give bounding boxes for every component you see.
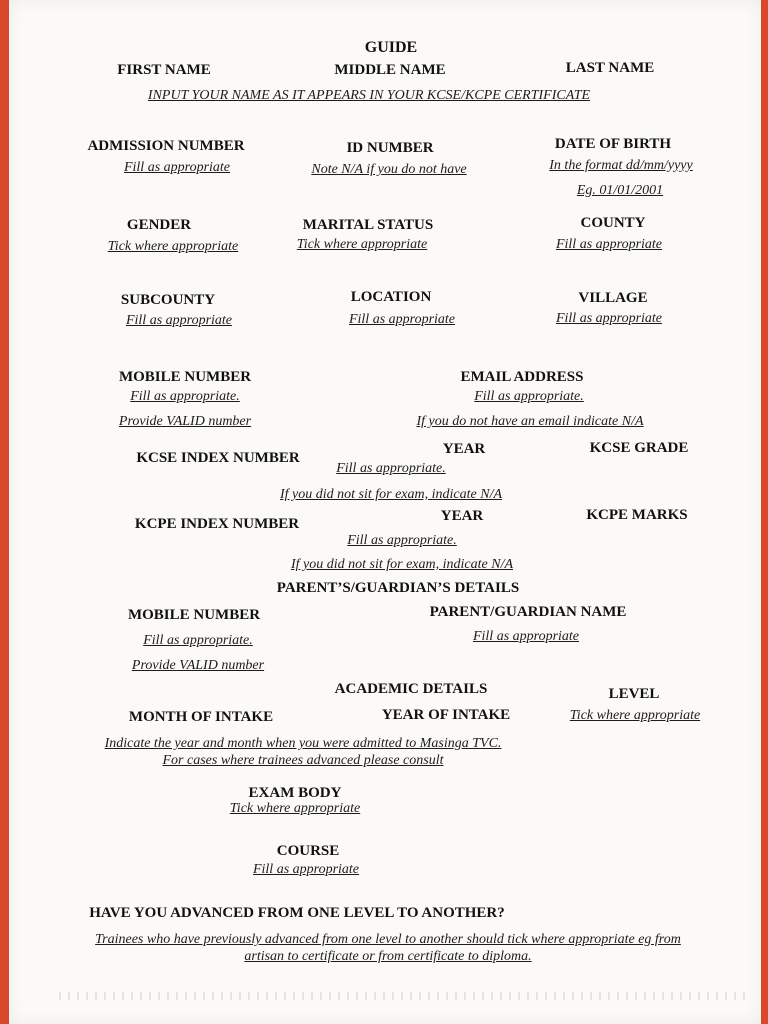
county-label: COUNTY [580,215,646,231]
parent-mobile-valid-note: Provide VALID number [131,658,265,673]
parent-mobile-label: MOBILE NUMBER [127,607,261,623]
county-note: Fill as appropriate [555,237,663,252]
scan-smudge [59,992,749,1000]
parent-mobile-note: Fill as appropriate. [143,633,253,648]
email-address-label: EMAIL ADDRESS [460,369,584,385]
middle-name-label: MIDDLE NAME [334,62,446,78]
village-label: VILLAGE [578,290,648,306]
admission-number-note: Fill as appropriate [123,160,231,175]
mobile-number-label: MOBILE NUMBER [118,369,252,385]
village-note: Fill as appropriate [555,311,663,326]
name-instruction: INPUT YOUR NAME AS IT APPEARS IN YOUR KCSE/KCPE CERTIFICATE [147,88,591,103]
kcse-year-label: YEAR [442,441,486,457]
marital-status-label: MARITAL STATUS [302,217,434,233]
date-of-birth-format: In the format dd/mm/yyyy [549,158,693,173]
academic-details-heading: ACADEMIC DETAILS [334,681,488,697]
admission-number-label: ADMISSION NUMBER [87,138,245,154]
email-address-na-note: If you do not have an email indicate N/A [416,414,644,429]
exam-body-note: Tick where appropriate [229,801,361,816]
kcse-na-note: If you did not sit for exam, indicate N/A [279,487,503,502]
mobile-number-valid-note: Provide VALID number [118,414,252,429]
location-note: Fill as appropriate [348,312,456,327]
kcse-note: Fill as appropriate. [336,461,446,476]
advanced-note: Trainees who have previously advanced from one level to another should tick where appropriate eg from artisan to certificate or from certificate to diploma. [95,932,681,964]
kcpe-na-note: If you did not sit for exam, indicate N/A [290,557,514,572]
date-of-birth-example: Eg. 01/01/2001 [576,183,664,198]
kcpe-index-label: KCPE INDEX NUMBER [134,516,300,532]
first-name-label: FIRST NAME [117,62,211,78]
marital-status-note: Tick where appropriate [296,237,428,252]
kcpe-year-label: YEAR [440,508,484,524]
gender-note: Tick where appropriate [107,239,239,254]
subcounty-label: SUBCOUNTY [120,292,216,308]
location-label: LOCATION [350,289,432,305]
mobile-number-note: Fill as appropriate. [130,389,240,404]
gender-label: GENDER [126,217,192,233]
kcpe-note: Fill as appropriate. [347,533,457,548]
date-of-birth-label: DATE OF BIRTH [554,136,672,152]
course-note: Fill as appropriate [252,862,360,877]
id-number-label: ID NUMBER [346,140,434,156]
parent-name-note: Fill as appropriate [472,629,580,644]
subcounty-note: Fill as appropriate [125,313,233,328]
advanced-question: HAVE YOU ADVANCED FROM ONE LEVEL TO ANOTHER? [89,905,505,921]
level-note: Tick where appropriate [569,708,701,723]
intake-note: Indicate the year and month when you were admitted to Masinga TVC. For cases where trainees advanced please consult [104,736,502,768]
form-guide-page [9,0,761,1024]
level-label: LEVEL [608,686,660,702]
kcse-grade-label: KCSE GRADE [589,440,689,456]
month-of-intake-label: MONTH OF INTAKE [128,709,274,725]
kcse-index-label: KCSE INDEX NUMBER [136,450,300,466]
id-number-note: Note N/A if you do not have [311,162,467,177]
kcpe-marks-label: KCPE MARKS [586,507,688,523]
parent-name-label: PARENT/GUARDIAN NAME [429,604,627,620]
email-address-note: Fill as appropriate. [474,389,584,404]
parent-details-heading: PARENT’S/GUARDIAN’S DETAILS [276,580,520,596]
guide-title: GUIDE [364,39,418,56]
exam-body-label: EXAM BODY [248,785,342,801]
last-name-label: LAST NAME [565,60,655,76]
course-label: COURSE [276,843,340,859]
year-of-intake-label: YEAR OF INTAKE [381,707,511,723]
